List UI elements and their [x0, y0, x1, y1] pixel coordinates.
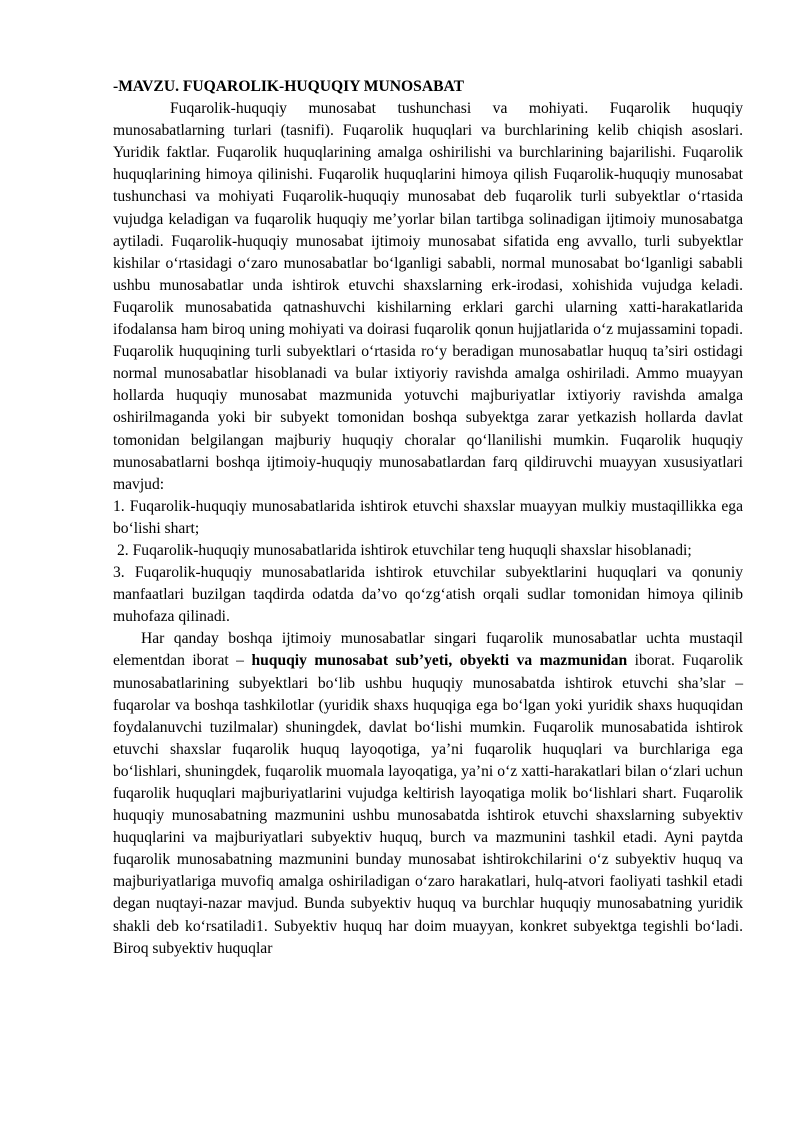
page-title: -MAVZU. FUQAROLIK-HUQUQIY MUNOSABAT — [113, 78, 465, 95]
document-page — [113, 76, 743, 960]
elements-paragraph-emphasis: huquqiy munosabat sub’yeti, obyekti va mazmunidan — [251, 652, 628, 670]
elements-paragraph — [113, 628, 743, 959]
elements-paragraph-lead: Har qanday boshqa ijtimoiy munosabatlar singari fuqarolik munosabatlar uchta mustaqil elementdan iborat – — [113, 630, 743, 670]
intro-paragraph: Fuqarolik-huquqiy munosabat tushunchasi va mohiyati. Fuqarolik huquqiy munosabatlarning turlari (tasnifi). Fuqarolik huquqlari va burchlarining kelib chiqish asoslari. Yuridik faktlar. Fuqarolik huquqlarining amalga oshirilishi va burchlarining bajarilishi. Fuqarolik huquqlarining himoya qilinishi. Fuqarolik huquqlarini himoya qilish Fuqarolik-huquqiy munosabat tushunchasi va mohiyati Fuqarolik-huquqiy munosabat deb fuqarolik turli subyektlar o‘rtasida vujudga keladigan va fuqarolik huquqiy me’yorlar bilan tartibga solinadigan ijtimoiy munosabatga aytiladi. Fuqarolik-huquqiy munosabat ijtimoiy munosabat sifatida eng avvallo, turli subyektlar kishilar o‘rtasidagi o‘zaro munosabatlar bo‘lganligi sababli, normal munosabat bo‘lganligi sababli ushbu munosabatlar unda ishtirok etuvchi shaxslarning erk-irodasi, xohishida vujudga keladi. Fuqarolik munosabatida qatnashuvchi kishilarning erklari garchi ularning xatti-harakatlarida ifodalansa ham biroq uning mohiyati va doirasi fuqarolik qonun hujjatlarida o‘z mujassamini topadi. Fuqarolik huquqining turli subyektlari o‘rtasida ro‘y beradigan munosabatlar huquq ta’siri ostidagi normal munosabatlar hisoblanadi va bular ixtiyoriy ravishda amalga oshiriladi. Ammo muayyan hollarda huquqiy munosabat mazmunida yotuvchi majburiyatlar ixtiyoriy ravishda amalga oshirilmaganda yoki bir subyekt tomonidan boshqa subyektga zarar yetkazish hollarda davlat tomonidan belgilangan majburiy huquqiy choralar qo‘llanilishi mumkin. Fuqarolik huquqiy munosabatlarni boshqa ijtimoiy-huquqiy munosabatlardan farq qildiruvchi muayyan xususiyatlari mavjud: — [113, 100, 743, 493]
list-item-3: 3. Fuqarolik-huquqiy munosabatlarida ishtirok etuvchilar subyektlarini huquqlari va qonuniy manfaatlari buzilgan taqdirda odatda da’vo qo‘zg‘atish orqali sudlar tomonidan himoya qilinib muhofaza qilinadi. — [113, 564, 743, 626]
list-item-2: 2. Fuqarolik-huquqiy munosabatlarida ishtirok etuvchilar teng huquqli shaxslar hisoblanadi; — [117, 541, 692, 559]
elements-paragraph-body: iborat. Fuqarolik munosabatlarining subyektlari bo‘lib ushbu huquqiy munosabatda ishtirok etuvchi sha’slar – fuqarolar va boshqa tashkilotlar (yuridik shaxs huquqiga ega bo‘lgan yoki yuridik shaxs huquqidan foydalanuvchi tuzilmalar) shuningdek, davlat bo‘lishi mumkin. Fuqarolik munosabatida ishtirok etuvchi shaxslar fuqarolik huquq layoqotiga, ya’ni fuqarolik huquqlari va burchlariga ega bo‘lishlari, shuningdek, fuqarolik muomala layoqatiga, ya’ni o‘z xatti-harakatlari bilan o‘zlari uchun fuqarolik huquqlari majburiyatlarini vujudga keltirish layoqatiga molik bo‘lishlari shart. Fuqarolik huquqiy munosabatning mazmunini ushbu munosabatda ishtirok etuvchi shaxslarning subyektiv huquqlarini va majburiyatlari subyektiv huquq, burch va mazmunini tashkil etadi. Ayni paytda fuqarolik munosabatning mazmunini bunday munosabat ishtirokchilarini o‘z subyektiv huquq va majburiyatlariga muvofiq amalga oshiriladigan o‘zaro harakatlari, hulq-atvori faoliyati tashkil etadi degan nuqtayi-nazar mavjud. Bunda subyektiv huquq va burchlar huquqiy munosabatning yuridik shakli deb ko‘rsatiladi1. Subyektiv huquq har doim muayyan, konkret subyektga tegishli bo‘ladi. Biroq subyektiv huquqlar — [113, 652, 743, 957]
list-item-1: 1. Fuqarolik-huquqiy munosabatlarida ishtirok etuvchi shaxslar muayyan mulkiy mustaqillikka ega bo‘lishi shart; — [113, 497, 743, 537]
